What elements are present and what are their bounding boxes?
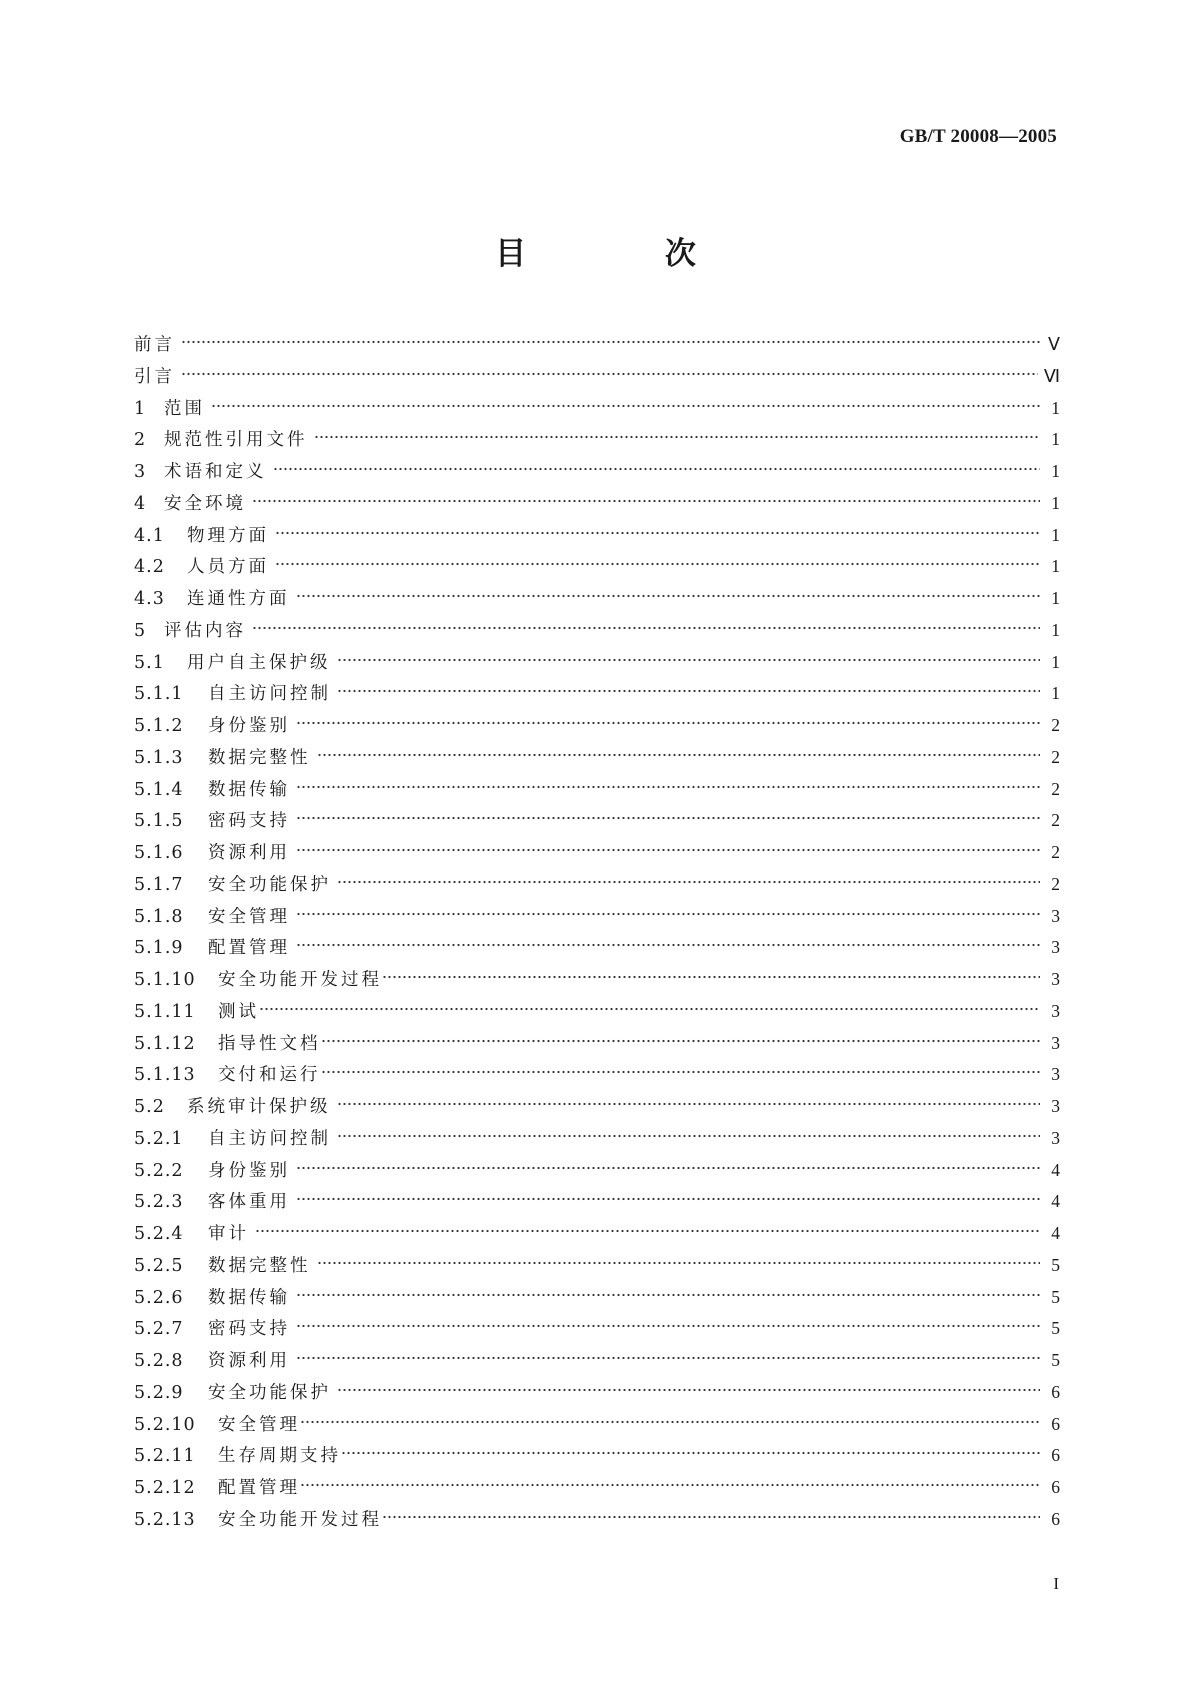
- toc-entry-number: 5.1: [134, 652, 165, 673]
- toc-entry-page: 3: [1051, 1127, 1060, 1148]
- dot-leader: [296, 815, 1040, 821]
- toc-entry-title: 安全功能开发过程: [218, 1509, 382, 1530]
- toc-entry-number: 5.2.10: [134, 1414, 196, 1435]
- toc-entry[interactable]: [134, 1411, 1060, 1443]
- toc-entry-title: 数据完整性: [208, 1255, 311, 1276]
- toc-entry[interactable]: [134, 1252, 1060, 1284]
- toc-entry[interactable]: [134, 458, 1060, 490]
- toc-entry-number: 5.2.4: [134, 1224, 184, 1244]
- toc-entry-number: 5.1.3: [134, 747, 184, 768]
- toc-entry-title: 配置管理: [208, 938, 290, 959]
- dot-leader: [300, 1482, 1040, 1488]
- toc-entry[interactable]: [134, 1030, 1060, 1062]
- toc-entry-page: 2: [1051, 746, 1060, 767]
- toc-entry[interactable]: [134, 1188, 1060, 1220]
- toc-entry-number: 4.3: [134, 589, 165, 609]
- toc-entry-title: 系统审计保护级: [187, 1097, 331, 1117]
- toc-entry-number: 5.1.12: [134, 1033, 196, 1054]
- toc-entry[interactable]: [134, 712, 1060, 744]
- dot-leader: [337, 657, 1041, 663]
- dot-leader: [382, 1514, 1040, 1520]
- toc-entry-title: 配置管理: [218, 1478, 300, 1498]
- toc-entry-number: 5.1.9: [134, 938, 184, 959]
- toc-entry-title: 安全管理: [218, 1414, 300, 1435]
- toc-entry-page: 3: [1051, 937, 1060, 958]
- toc-entry-title: 资源利用: [208, 1351, 290, 1371]
- toc-entry-number: 5.2.13: [134, 1509, 196, 1530]
- toc-entry-number: 4: [134, 493, 147, 514]
- toc-entry-title: 交付和运行: [218, 1065, 321, 1086]
- toc-entry-number: 5.2.12: [134, 1478, 196, 1498]
- dot-leader: [317, 1260, 1041, 1266]
- dot-leader: [296, 593, 1041, 599]
- dot-leader: [321, 1069, 1041, 1075]
- toc-entry[interactable]: [134, 1157, 1060, 1189]
- toc-entry-title: 安全管理: [208, 906, 290, 927]
- dot-leader: [296, 942, 1040, 948]
- dot-leader: [296, 1165, 1040, 1171]
- toc-entry-title: 身份鉴别: [208, 716, 290, 736]
- dot-leader: [317, 752, 1041, 758]
- toc-entry[interactable]: [134, 649, 1060, 681]
- toc-entry[interactable]: [134, 1442, 1060, 1474]
- toc-entry-page: 6: [1051, 1413, 1060, 1434]
- toc-entry-number: 5.2.5: [134, 1255, 184, 1276]
- toc-entry-page: 1: [1051, 492, 1060, 513]
- toc-entry[interactable]: [134, 490, 1060, 522]
- toc-entry-title: 密码支持: [208, 811, 290, 832]
- dot-leader: [296, 1355, 1040, 1361]
- toc-entry-page: 2: [1051, 778, 1060, 799]
- toc-entry-page: 2: [1051, 842, 1060, 862]
- toc-entry-number: 4.1: [134, 525, 165, 546]
- dot-leader: [296, 911, 1040, 917]
- toc-entry[interactable]: [134, 585, 1060, 617]
- toc-entry-page: 1: [1051, 524, 1060, 545]
- toc-entry-number: 5.1.11: [134, 1001, 196, 1022]
- toc-entry-number: 5.2.9: [134, 1382, 184, 1403]
- toc-entry-title: 安全功能开发过程: [218, 970, 382, 990]
- toc-entry[interactable]: [134, 998, 1060, 1030]
- toc-entry[interactable]: [134, 1125, 1060, 1157]
- toc-entry-title: 测试: [218, 1001, 259, 1022]
- dot-leader: [252, 625, 1040, 631]
- toc-entry[interactable]: [134, 871, 1060, 903]
- toc-entry[interactable]: [134, 331, 1060, 363]
- toc-entry-title: 安全功能保护: [208, 874, 331, 895]
- toc-entry-title: 连通性方面: [187, 589, 290, 609]
- page-title: 目 次: [495, 236, 760, 272]
- toc-entry-title: 引言: [134, 366, 175, 387]
- toc-entry-number: 5.2.3: [134, 1192, 184, 1213]
- toc-entry-number: 5.1.4: [134, 779, 184, 800]
- toc-entry-page: 1: [1051, 397, 1060, 418]
- toc-entry[interactable]: [134, 1220, 1060, 1252]
- dot-leader: [337, 1387, 1040, 1393]
- toc-entry-page: 5: [1051, 1318, 1060, 1339]
- dot-leader: [337, 1133, 1040, 1139]
- toc-entry-title: 自主访问控制: [208, 684, 331, 705]
- toc-entry-title: 客体重用: [208, 1192, 290, 1213]
- toc-entry-title: 资源利用: [208, 843, 290, 863]
- toc-entry-title: 审计: [208, 1224, 249, 1244]
- toc-entry-number: 5.1.10: [134, 970, 196, 990]
- dot-leader: [273, 466, 1041, 472]
- toc-entry-page: 3: [1051, 1000, 1060, 1021]
- toc-entry-number: 5.2.8: [134, 1351, 184, 1371]
- dot-leader: [296, 847, 1040, 853]
- standard-code: GB/T 20008—2005: [899, 126, 1057, 147]
- dot-leader: [275, 561, 1040, 567]
- toc-entry[interactable]: [134, 1379, 1060, 1411]
- toc-entry-page: 1: [1051, 588, 1060, 608]
- toc-entry-title: 术语和定义: [164, 462, 267, 482]
- dot-leader: [296, 1323, 1040, 1329]
- toc-entry-number: 5.1.6: [134, 843, 184, 863]
- toc-entry-page: 6: [1051, 1445, 1060, 1466]
- toc-entry-number: 5.2.2: [134, 1160, 184, 1181]
- toc-entry-page: 3: [1051, 1064, 1060, 1085]
- toc-entry[interactable]: [134, 1284, 1060, 1316]
- toc-entry[interactable]: [134, 426, 1060, 458]
- toc-entry[interactable]: [134, 966, 1060, 998]
- toc-entry[interactable]: [134, 522, 1060, 554]
- toc-entry-page: Ⅴ: [1048, 334, 1060, 354]
- toc-entry-page: Ⅵ: [1043, 365, 1060, 386]
- dot-leader: [296, 1292, 1040, 1298]
- toc-entry-page: 4: [1051, 1223, 1060, 1243]
- toc-entry-page: 6: [1051, 1477, 1060, 1497]
- toc-entry-title: 人员方面: [187, 557, 269, 578]
- toc-entry-page: 1: [1051, 651, 1060, 672]
- toc-entry[interactable]: [134, 839, 1060, 871]
- toc-entry[interactable]: [134, 807, 1060, 839]
- footer-page-number: I: [1053, 1574, 1059, 1593]
- dot-leader: [252, 498, 1040, 504]
- toc-entry[interactable]: [134, 744, 1060, 776]
- dot-leader: [255, 1228, 1040, 1234]
- dot-leader: [296, 720, 1040, 726]
- toc-entry-number: 5.1.13: [134, 1065, 196, 1086]
- toc-entry-page: 2: [1051, 873, 1060, 894]
- toc-entry-title: 物理方面: [187, 525, 269, 546]
- toc-entry-page: 3: [1051, 1096, 1060, 1116]
- toc-entry-title: 数据完整性: [208, 747, 311, 768]
- dot-leader: [382, 974, 1040, 980]
- toc-entry-number: 5.1.2: [134, 716, 184, 736]
- dot-leader: [296, 784, 1040, 790]
- toc-entry-number: 1: [134, 398, 147, 419]
- dot-leader: [275, 530, 1040, 536]
- toc-entry-page: 6: [1051, 1381, 1060, 1402]
- toc-entry[interactable]: [134, 903, 1060, 935]
- dot-leader: [337, 688, 1040, 694]
- toc-entry-number: 5.1.1: [134, 684, 184, 705]
- toc-entry-title: 指导性文档: [218, 1033, 321, 1054]
- toc-entry-title: 数据传输: [208, 1287, 290, 1308]
- toc-entry-page: 4: [1051, 1159, 1060, 1180]
- dot-leader: [300, 1419, 1040, 1425]
- toc-entry-title: 身份鉴别: [208, 1160, 290, 1181]
- dot-leader: [314, 434, 1041, 440]
- toc-entry-number: 5: [134, 620, 147, 641]
- toc-entry-page: 1: [1051, 461, 1060, 481]
- toc-entry-title: 自主访问控制: [208, 1128, 331, 1149]
- toc-entry-number: 5.1.5: [134, 811, 184, 832]
- toc-entry-page: 4: [1051, 1191, 1060, 1212]
- dot-leader: [259, 1006, 1040, 1012]
- toc-entry-page: 3: [1051, 905, 1060, 926]
- toc-entry-number: 4.2: [134, 557, 165, 578]
- toc-entry[interactable]: [134, 776, 1060, 808]
- toc-entry[interactable]: [134, 553, 1060, 585]
- toc-entry-number: 5.2.6: [134, 1287, 184, 1308]
- toc-entry-page: 3: [1051, 969, 1060, 989]
- toc-entry-number: 5.1.8: [134, 906, 184, 927]
- toc-entry-number: 5.2.11: [134, 1446, 196, 1467]
- toc-entry-title: 前言: [134, 335, 175, 355]
- toc-entry[interactable]: [134, 934, 1060, 966]
- toc-entry-title: 评估内容: [164, 620, 246, 641]
- toc-entry[interactable]: [134, 395, 1060, 427]
- toc-entry[interactable]: [134, 1347, 1060, 1379]
- toc-entry-page: 1: [1051, 556, 1060, 577]
- toc-entry-page: 2: [1051, 810, 1060, 831]
- dot-leader: [337, 1101, 1041, 1107]
- toc-entry-title: 安全功能保护: [208, 1382, 331, 1403]
- toc-entry-title: 安全环境: [164, 493, 246, 514]
- toc-entry-title: 生存周期支持: [218, 1446, 341, 1467]
- toc-entry-title: 用户自主保护级: [187, 652, 331, 673]
- toc-entry-number: 5.2.7: [134, 1319, 184, 1340]
- toc-entry-page: 1: [1051, 429, 1060, 450]
- toc-entry-page: 2: [1051, 715, 1060, 735]
- table-of-contents: [134, 331, 1060, 1538]
- toc-entry-page: 3: [1051, 1032, 1060, 1053]
- toc-entry-title: 数据传输: [208, 779, 290, 800]
- toc-entry-page: 1: [1051, 683, 1060, 704]
- toc-entry-page: 1: [1051, 619, 1060, 640]
- toc-entry-number: 2: [134, 430, 147, 451]
- toc-entry[interactable]: [134, 1506, 1060, 1538]
- dot-leader: [181, 371, 1038, 377]
- toc-entry-title: 范围: [164, 398, 205, 419]
- toc-entry-title: 规范性引用文件: [164, 430, 308, 451]
- toc-entry[interactable]: [134, 363, 1060, 395]
- dot-leader: [181, 339, 1040, 345]
- toc-entry-page: 5: [1051, 1350, 1060, 1370]
- dot-leader: [296, 1196, 1040, 1202]
- toc-entry[interactable]: [134, 1093, 1060, 1125]
- toc-entry-page: 5: [1051, 1254, 1060, 1275]
- toc-entry[interactable]: [134, 617, 1060, 649]
- toc-entry-number: 5.1.7: [134, 874, 184, 895]
- toc-entry-page: 6: [1051, 1508, 1060, 1529]
- dot-leader: [211, 403, 1040, 409]
- dot-leader: [321, 1038, 1041, 1044]
- toc-entry-page: 5: [1051, 1286, 1060, 1307]
- dot-leader: [337, 879, 1040, 885]
- toc-entry[interactable]: [134, 680, 1060, 712]
- toc-entry-number: 5.2.1: [134, 1128, 184, 1149]
- toc-entry[interactable]: [134, 1315, 1060, 1347]
- toc-entry[interactable]: [134, 1474, 1060, 1506]
- dot-leader: [341, 1450, 1040, 1456]
- toc-entry-number: 3: [134, 462, 147, 482]
- toc-entry[interactable]: [134, 1061, 1060, 1093]
- toc-entry-number: 5.2: [134, 1097, 165, 1117]
- toc-entry-title: 密码支持: [208, 1319, 290, 1340]
